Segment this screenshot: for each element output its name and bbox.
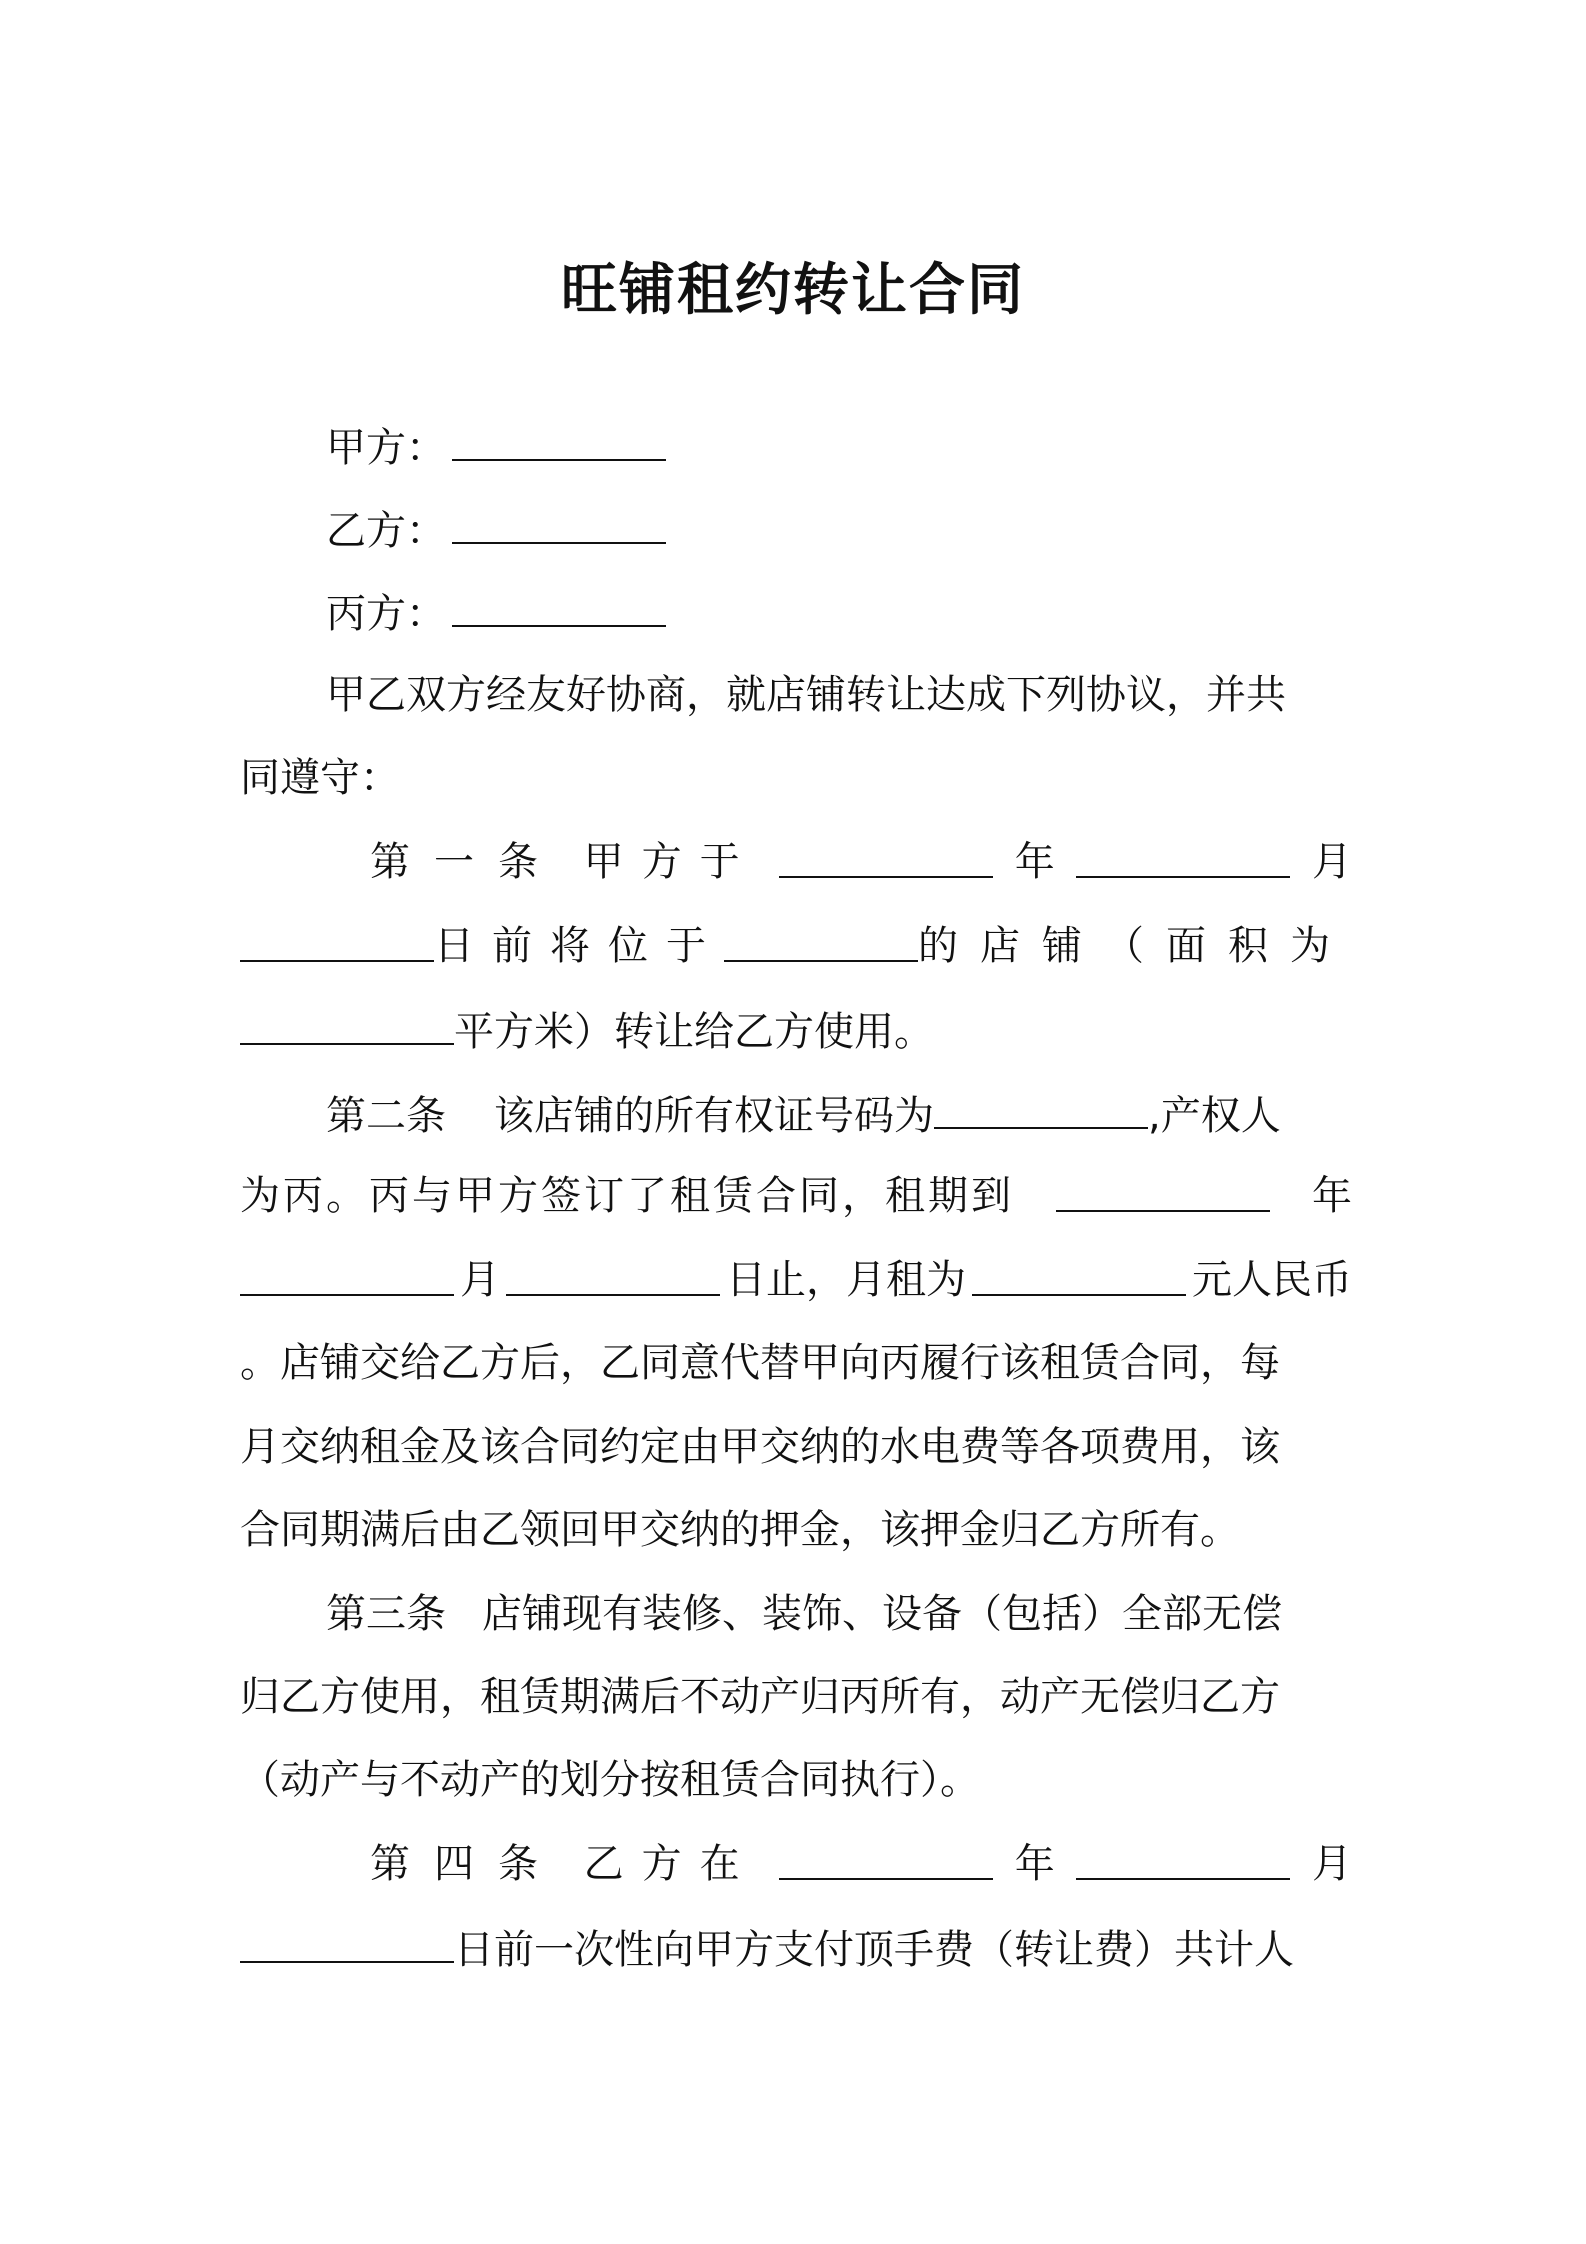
- article1-area-blank[interactable]: [240, 999, 454, 1045]
- article1-text-b: 日前将位于: [434, 923, 724, 969]
- article2-line-2: [240, 1166, 1352, 1226]
- article3-line-1: [326, 1584, 1352, 1644]
- party-bing-label: 丙方：: [326, 591, 446, 637]
- party-jia-blank[interactable]: [452, 415, 666, 461]
- article2-rent-blank[interactable]: [972, 1250, 1186, 1296]
- article4-text-b: 日前一次性向甲方支付顶手费（转让费）共计人: [454, 1927, 1294, 1973]
- article2-line-1: [326, 1083, 1352, 1146]
- document-title: 旺铺租约转让合同: [561, 258, 1025, 323]
- article4-text-a: 乙方在: [583, 1841, 758, 1887]
- article1-year-blank[interactable]: [779, 832, 993, 878]
- article2-heading: 第二条: [326, 1093, 446, 1139]
- article1-text-d: 平方米）转让给乙方使用。: [454, 1009, 934, 1055]
- article1-month-blank[interactable]: [1076, 832, 1290, 878]
- article2-month-label: 月: [460, 1257, 500, 1303]
- article4-month-label: 月: [1311, 1841, 1352, 1887]
- article2-text-e: 元人民币: [1192, 1257, 1352, 1303]
- article2-line-4: 。店铺交给乙方后，乙同意代替甲向丙履行该租赁合同，每: [240, 1340, 1280, 1386]
- article2-text-b: ,产权人: [1148, 1093, 1281, 1139]
- article2-year-label: 年: [1312, 1173, 1352, 1219]
- party-yi-line: [326, 498, 1352, 561]
- article1-line-2: [240, 916, 1352, 976]
- article2-text-a: 该店铺的所有权证号码为: [494, 1093, 934, 1139]
- article2-cert-blank[interactable]: [934, 1083, 1148, 1129]
- article1-text-a: 甲方于: [583, 839, 758, 885]
- party-bing-blank[interactable]: [452, 581, 666, 627]
- article2-day-blank[interactable]: [506, 1250, 720, 1296]
- party-yi-label: 乙方：: [326, 508, 446, 554]
- article1-text-c: 的店铺（面积为: [918, 923, 1352, 969]
- article2-line-5: 月交纳租金及该合同约定由甲交纳的水电费等各项费用，该: [240, 1424, 1280, 1470]
- article2-line-6: 合同期满后由乙领回甲交纳的押金，该押金归乙方所有。: [240, 1507, 1240, 1553]
- article4-line-1: [370, 1834, 1352, 1894]
- article4-year-label: 年: [1014, 1841, 1055, 1887]
- article4-month-blank[interactable]: [1076, 1834, 1290, 1880]
- article4-day-blank[interactable]: [240, 1917, 454, 1963]
- article1-month-label: 月: [1311, 839, 1352, 885]
- article3-heading: 第三条: [326, 1591, 446, 1637]
- article2-text-d: 日止，月租为: [726, 1257, 966, 1303]
- article2-line-3: [240, 1250, 1352, 1310]
- article1-line-1: [370, 832, 1352, 892]
- article2-year-blank[interactable]: [1056, 1166, 1270, 1212]
- article3-line-3: （动产与不动产的划分按租赁合同执行）。: [240, 1757, 980, 1803]
- party-jia-label: 甲方：: [326, 425, 446, 471]
- intro-line-1: 甲乙双方经友好协商，就店铺转让达成下列协议，并共: [326, 672, 1286, 718]
- article1-year-label: 年: [1014, 839, 1055, 885]
- article3-line-2: 归乙方使用，租赁期满后不动产归丙所有，动产无偿归乙方: [240, 1674, 1280, 1720]
- article1-day-blank[interactable]: [240, 916, 434, 962]
- article2-text-c: 为丙。丙与甲方签订了租赁合同，租期到: [240, 1173, 1014, 1219]
- intro-line-2: 同遵守：: [240, 755, 400, 801]
- article4-year-blank[interactable]: [779, 1834, 993, 1880]
- article1-heading: 第一条: [370, 839, 562, 885]
- article2-month-blank[interactable]: [240, 1250, 454, 1296]
- party-bing-line: [326, 581, 1352, 644]
- article1-line-3: [240, 999, 1352, 1062]
- party-jia-line: [326, 415, 1352, 478]
- article4-line-2: [240, 1917, 1352, 1980]
- article4-heading: 第四条: [370, 1841, 562, 1887]
- party-yi-blank[interactable]: [452, 498, 666, 544]
- article3-text-a: 店铺现有装修、装饰、设备（包括）全部无偿: [482, 1591, 1282, 1637]
- article1-location-blank[interactable]: [724, 916, 918, 962]
